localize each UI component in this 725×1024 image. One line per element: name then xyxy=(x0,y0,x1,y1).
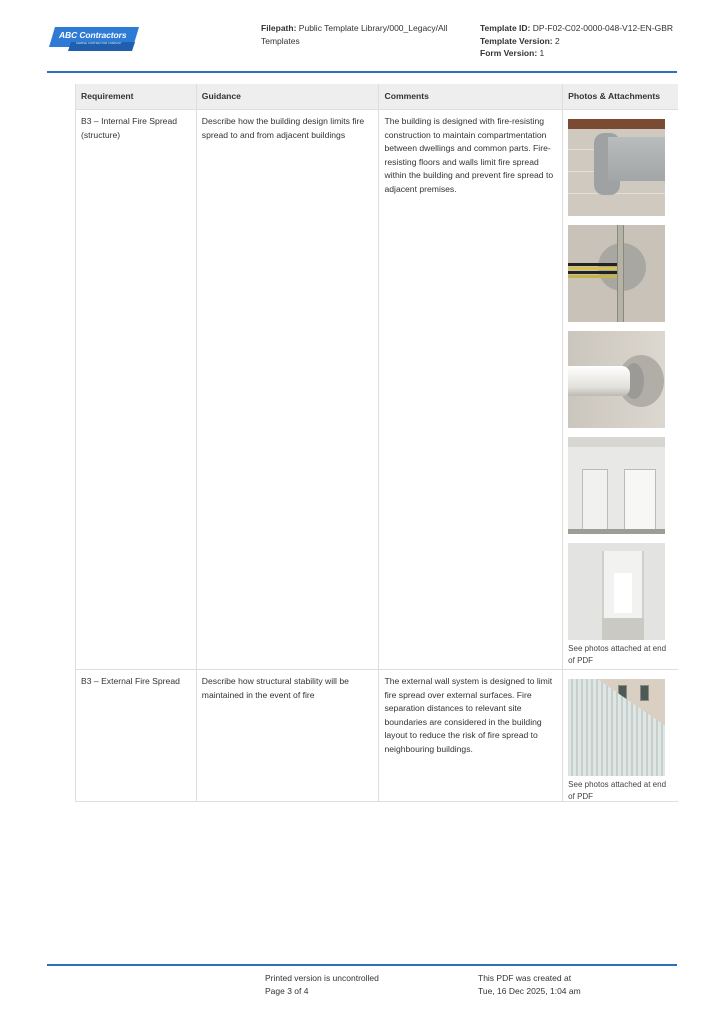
photos-cell xyxy=(563,110,678,669)
photos-cell xyxy=(563,670,678,801)
created-timestamp: Tue, 16 Dec 2025, 1:04 am xyxy=(478,985,581,996)
comments-cell: The building is designed with fire-resisting construction to maintain compartmentation between dwellings and common parts. Fire-resisting floors and walls limit fire spread within the building and prevent fire spread to adjacent premises. xyxy=(379,110,563,669)
form-version-label: Form Version: xyxy=(480,48,538,58)
filepath-block xyxy=(261,22,471,47)
uncontrolled-notice: Printed version is uncontrolled xyxy=(265,973,379,983)
logo-tagline: SAMPLE CONTRACTOR COMPANY xyxy=(76,42,122,45)
column-header-comments: Comments xyxy=(379,84,563,109)
template-id-row xyxy=(480,22,710,35)
form-version-value: 1 xyxy=(539,48,545,58)
cable-penetration-fire-seal-photo[interactable] xyxy=(568,225,665,322)
filepath-label: Filepath: xyxy=(261,23,297,33)
template-version-value: 2 xyxy=(554,35,560,46)
guidance-cell: Describe how structural stability will be maintained in the event of fire xyxy=(197,670,380,801)
duct-penetration-fire-collar-photo[interactable] xyxy=(568,119,665,216)
footer-left xyxy=(265,972,379,997)
requirement-cell: B3 – Internal Fire Spread (structure) xyxy=(76,110,197,669)
requirement-cell: B3 – External Fire Spread xyxy=(76,670,197,801)
guidance-cell: Describe how the building design limits fire spread to and from adjacent buildings xyxy=(197,110,380,669)
page-number: Page 3 of 4 xyxy=(265,985,309,996)
external-wall-cladding-photo[interactable] xyxy=(568,679,665,776)
filepath-value: Public Template Library/000_Legacy/All Templates xyxy=(261,23,448,46)
table-row xyxy=(76,109,678,669)
column-header-guidance: Guidance xyxy=(197,84,380,109)
photo-note: See photos attached at end of PDF xyxy=(568,780,667,801)
form-version-row xyxy=(480,47,710,60)
column-header-photos: Photos & Attachments xyxy=(568,91,661,101)
comments-cell: The external wall system is designed to limit fire spread over external surfaces. Fire separation distances to relevant site boundaries are considered in the building layout to reduce the risk of fire spread to neighbouring buildings. xyxy=(379,670,563,801)
header-divider xyxy=(47,71,677,73)
interior-doorways-photo[interactable] xyxy=(568,437,665,534)
created-label: This PDF was created at xyxy=(478,973,572,983)
requirements-table xyxy=(75,84,678,802)
template-version-row xyxy=(480,35,710,48)
template-id-label: Template ID: xyxy=(480,23,531,33)
template-id-value: DP-F02-C02-0000-048-V12-EN-GBR xyxy=(532,23,674,33)
table-row xyxy=(76,669,678,801)
column-header-requirement: Requirement xyxy=(76,84,197,109)
interior-corridor-photo[interactable] xyxy=(568,543,665,640)
company-logo xyxy=(49,27,139,51)
template-version-label: Template Version: xyxy=(480,35,553,46)
pipe-penetration-fire-collar-photo[interactable] xyxy=(568,331,665,428)
logo-name: ABC Contractors xyxy=(59,30,127,40)
table-header-row xyxy=(76,84,678,109)
template-info xyxy=(480,22,710,60)
footer-right xyxy=(478,972,581,997)
footer-divider xyxy=(47,964,677,966)
photo-note: See photos attached at end of PDF xyxy=(568,644,667,665)
